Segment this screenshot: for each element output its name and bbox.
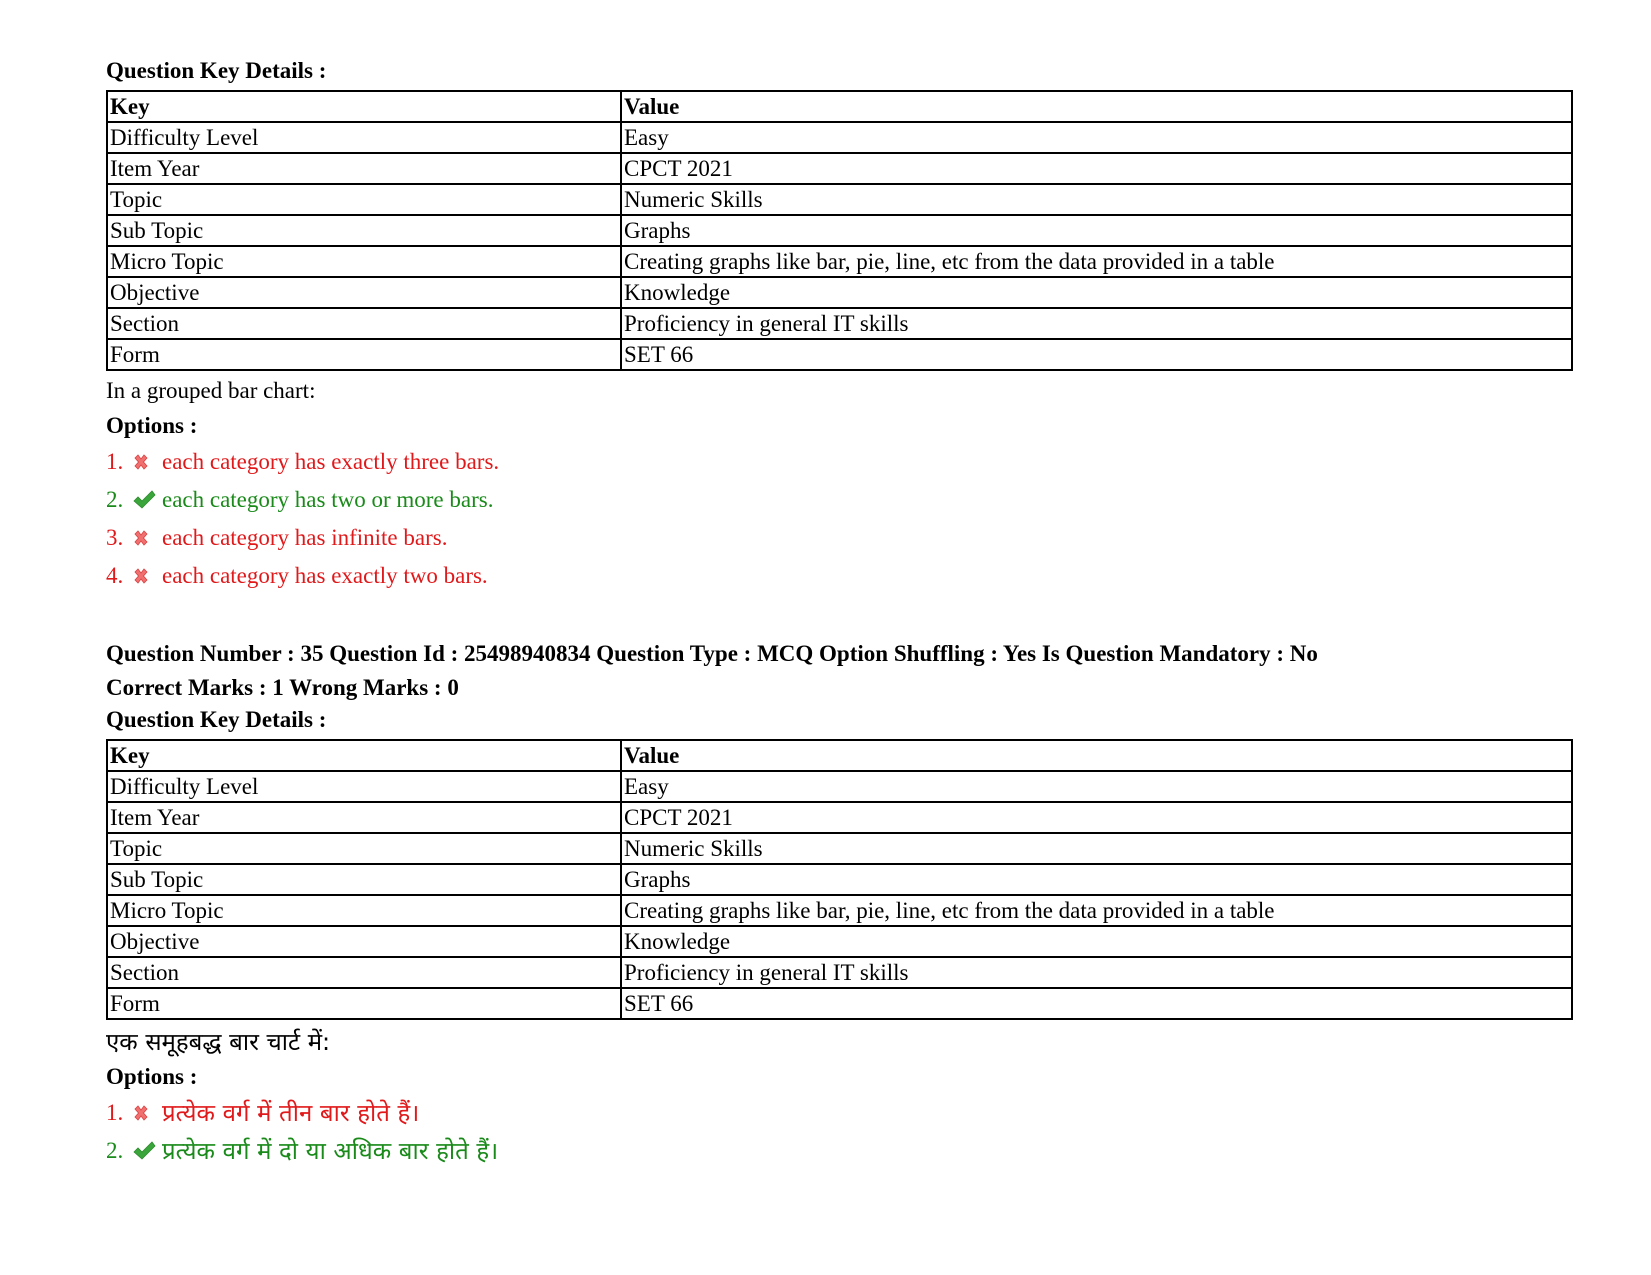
table-row [107,957,1572,988]
check-icon [132,490,162,510]
key-cell: Form [107,988,621,1019]
value-cell: Knowledge [621,277,1572,308]
header-key: Key [107,740,621,771]
value-cell: SET 66 [621,988,1572,1019]
value-cell: Creating graphs like bar, pie, line, etc from the data provided in a table [621,246,1572,277]
value-cell: CPCT 2021 [621,153,1572,184]
question-paper-page [106,56,1576,1170]
cross-icon [132,567,162,585]
question-meta-line: Question Number : 35 Question Id : 25498940834 Question Type : MCQ Option Shuffling : Yes Is Question Mandatory : No [106,641,1318,666]
option-text: each category has infinite bars. [162,525,448,550]
options-label: Options : [106,413,198,438]
key-details-heading: Question Key Details : [106,707,327,732]
key-details-table [106,739,1573,1020]
header-value: Value [621,91,1572,122]
option-item [106,443,1576,481]
key-cell: Topic [107,184,621,215]
key-cell: Section [107,308,621,339]
options-list [106,443,1576,595]
option-number: 1. [106,449,124,474]
key-cell: Objective [107,926,621,957]
key-cell: Micro Topic [107,895,621,926]
table-row [107,895,1572,926]
options-list [106,1094,1576,1170]
table-row [107,153,1572,184]
table-row [107,802,1572,833]
value-cell: Knowledge [621,926,1572,957]
table-row [107,864,1572,895]
option-number: 3. [106,525,124,550]
option-text: प्रत्येक वर्ग में दो या अधिक बार होते हैं। [162,1137,499,1165]
cross-icon [132,453,162,471]
value-cell: Proficiency in general IT skills [621,308,1572,339]
value-cell: Graphs [621,215,1572,246]
key-cell: Form [107,339,621,370]
table-row [107,184,1572,215]
option-number: 1. [106,1100,124,1125]
check-icon [132,1141,162,1161]
table-row [107,926,1572,957]
option-item [106,1132,1576,1170]
option-item [106,1094,1576,1132]
key-details-heading: Question Key Details : [106,58,327,83]
key-cell: Difficulty Level [107,771,621,802]
option-item [106,519,1576,557]
key-cell: Objective [107,277,621,308]
key-cell: Sub Topic [107,215,621,246]
table-row [107,988,1572,1019]
option-item [106,481,1576,519]
option-number: 2. [106,487,124,512]
option-text: each category has exactly three bars. [162,449,500,474]
table-row [107,771,1572,802]
key-cell: Item Year [107,153,621,184]
key-cell: Item Year [107,802,621,833]
option-number: 4. [106,563,124,588]
question-text: In a grouped bar chart: [106,378,316,403]
key-details-table [106,90,1573,371]
marks-line: Correct Marks : 1 Wrong Marks : 0 [106,675,459,700]
value-cell: CPCT 2021 [621,802,1572,833]
cross-icon [132,1104,162,1122]
option-text: each category has exactly two bars. [162,563,488,588]
table-row [107,833,1572,864]
key-cell: Sub Topic [107,864,621,895]
option-text: प्रत्येक वर्ग में तीन बार होते हैं। [162,1099,420,1127]
header-key: Key [107,91,621,122]
value-cell: Easy [621,771,1572,802]
value-cell: Graphs [621,864,1572,895]
options-label: Options : [106,1064,198,1089]
key-cell: Micro Topic [107,246,621,277]
value-cell: Proficiency in general IT skills [621,957,1572,988]
option-text: each category has two or more bars. [162,487,494,512]
value-cell: Numeric Skills [621,833,1572,864]
key-cell: Difficulty Level [107,122,621,153]
table-row [107,339,1572,370]
value-cell: Numeric Skills [621,184,1572,215]
table-row [107,277,1572,308]
value-cell: SET 66 [621,339,1572,370]
value-cell: Creating graphs like bar, pie, line, etc from the data provided in a table [621,895,1572,926]
table-row [107,215,1572,246]
value-cell: Easy [621,122,1572,153]
option-number: 2. [106,1138,124,1163]
table-header-row [107,91,1572,122]
table-header-row [107,740,1572,771]
key-cell: Topic [107,833,621,864]
table-row [107,246,1572,277]
table-row [107,122,1572,153]
key-cell: Section [107,957,621,988]
table-row [107,308,1572,339]
question-text: एक समूहबद्ध बार चार्ट में: [106,1028,331,1056]
option-item [106,557,1576,595]
header-value: Value [621,740,1572,771]
cross-icon [132,529,162,547]
